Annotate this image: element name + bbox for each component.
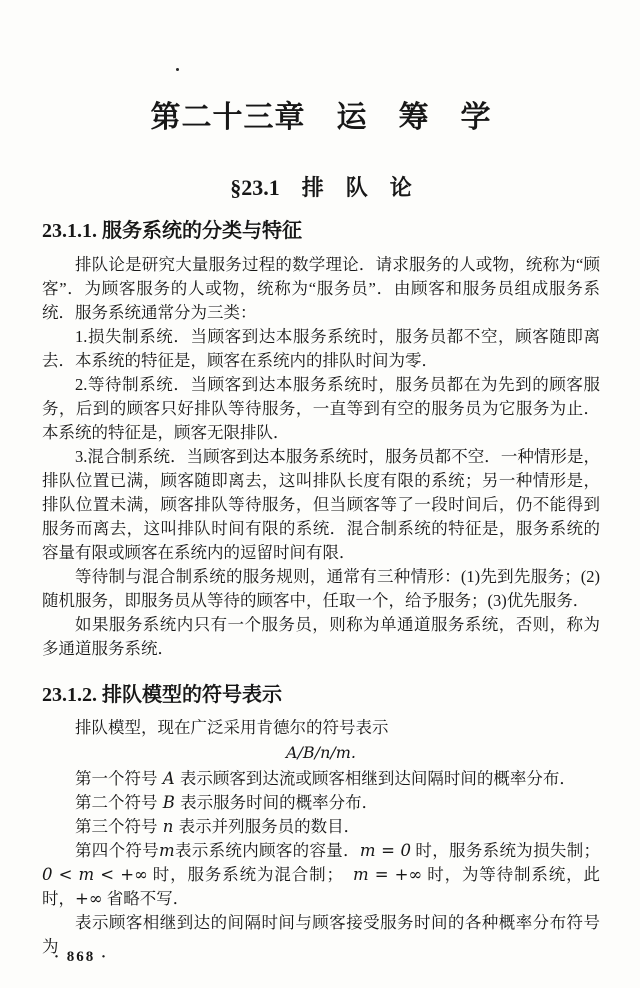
paragraph-symbol-n: 第三个符号 n 表示并列服务员的数目． <box>75 817 361 836</box>
paragraph-queueing-intro: 排队论是研究大量服务过程的数学理论．请求服务的人或物，统称为“顾客”．为顾客服务的人或物，统称为“服务员”．由顾客和服务员组成服务系统．服务系统通常分为三类： <box>42 255 600 322</box>
paragraph-mixed-system: 3.混合制系统．当顾客到达本服务系统时，服务员都不空．一种情形是，排队位置已满，顾客随即离去，这叫排队长度有限的系统；另一种情形是，排队位置未满，顾客排队等待服务，但当顾客等了一段时间后，仍不能得到服务而离去，这叫排队时间有限的系统．混合制系统的特征是，服务系统的容量有限或顾客在系统内的逗留时间有限． <box>42 447 600 562</box>
kendall-notation-formula: A/B/n/m. <box>285 743 357 762</box>
subsection-23-1-1-heading: 23.1.1. 服务系统的分类与特征 <box>42 220 302 242</box>
paragraph-waiting-system: 2.等待制系统．当顾客到达本服务系统时，服务员都在为先到的顾客服务，后到的顾客只好排队等待服务，一直等到有空的服务员为它服务为止．本系统的特征是，顾客无限排队． <box>42 375 600 442</box>
paragraph-service-rules: 等待制与混合制系统的服务规则，通常有三种情形：(1)先到先服务；(2)随机服务，即服务员从等待的顾客中，任取一个，给予服务；(3)优先服务． <box>42 567 600 610</box>
paragraph-channels: 如果服务系统内只有一个服务员，则称为单通道服务系统，否则，称为多通道服务系统． <box>42 615 600 658</box>
paragraph-kendall-intro: 排队模型，现在广泛采用肯德尔的符号表示 <box>75 718 389 737</box>
subsection-23-1-2-heading: 23.1.2. 排队模型的符号表示 <box>42 684 282 706</box>
paragraph-symbol-b: 第二个符号 B 表示服务时间的概率分布． <box>75 793 379 812</box>
paragraph-loss-system: 1.损失制系统．当顾客到达本服务系统时，服务员都不空，顾客随即离去．本系统的特征是，顾客在系统内的排队时间为零． <box>42 327 600 370</box>
paragraph-closing: 表示顾客相继到达的间隔时间与顾客接受服务时间的各种概率分布符号为 <box>42 913 600 956</box>
scan-artifact-dot <box>176 68 179 71</box>
chapter-title: 第二十三章 运 筹 学 <box>150 101 492 134</box>
paragraph-symbol-m: 第四个符号m表示系统内顾客的容量．m = 0 时，服务系统为损失制；0 < m < +∞ 时，服务系统为混合制； m = +∞ 时，为等待制系统，此时，+∞ 省略不写． <box>42 841 601 908</box>
section-title: §23.1 排 队 论 <box>230 175 412 200</box>
page-number: · 868 · <box>54 949 109 965</box>
paragraph-symbol-a: 第一个符号 A 表示顾客到达流或顾客相继到达间隔时间的概率分布． <box>75 769 576 788</box>
